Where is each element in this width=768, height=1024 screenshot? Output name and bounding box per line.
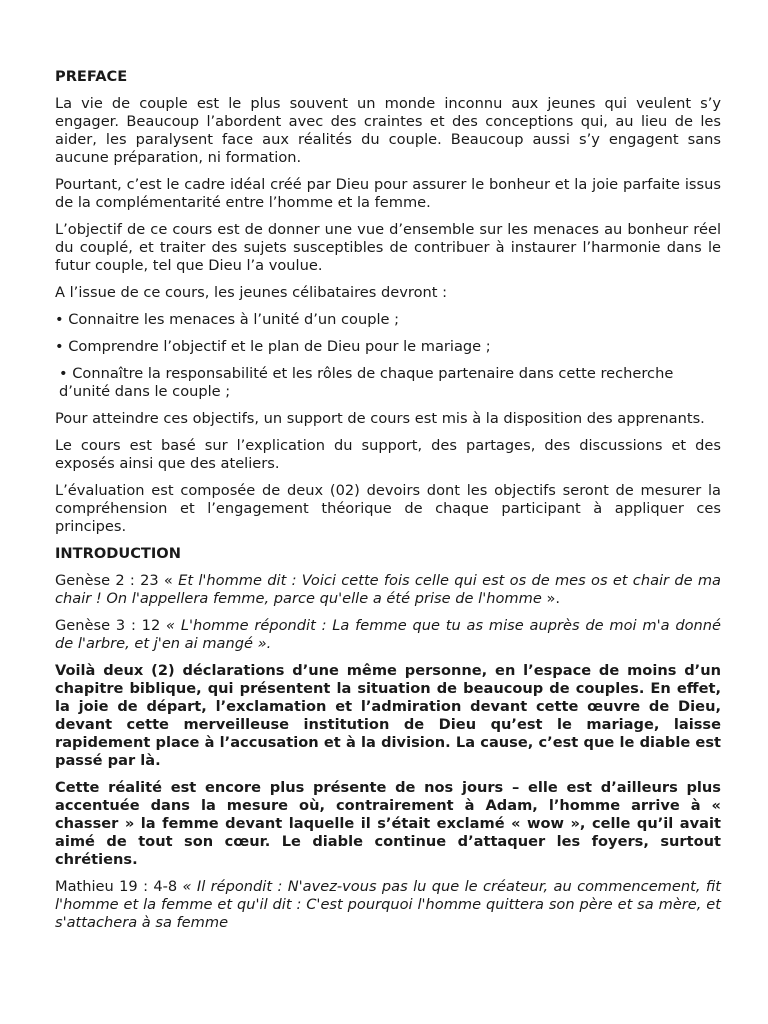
verse-ref: Genèse 2 : 23 « — [55, 572, 179, 589]
verse-genesis-3-12 — [55, 617, 721, 653]
verse-matthew-19-wrap — [55, 878, 721, 931]
preface-paragraph-7: L’évaluation est composée de deux (02) devoirs dont les objectifs seront de mesurer la compréhension et l’engagement théorique de chaque participant à appliquer ces principes. — [55, 482, 721, 535]
document-page — [55, 68, 721, 931]
verse-ref: Mathieu 19 : 4-8 — [55, 878, 183, 895]
preface-paragraph-6: Le cours est basé sur l’explication du support, des partages, des discussions et des exposés ainsi que des ateliers. — [55, 437, 721, 472]
objective-bullet-1: • Connaitre les menaces à l’unité d’un couple ; — [55, 311, 400, 328]
intro-bold-paragraph-2: Cette réalité est encore plus présente de nos jours – elle est d’ailleurs plus accentuée dans la mesure où, contrairement à Adam, l’homme arrive à « chasser » la femme devant laquelle il s’était exclamé « wow », celle qu’il avait aimé de tout son cœur. Le diable continue d’attaquer les foyers, surtout chrétiens. — [55, 779, 721, 868]
intro-bold-paragraph-1: Voilà deux (2) déclarations d’une même personne, en l’espace de moins d’un chapitre biblique, qui présentent la situation de beaucoup de couples. En effet, la joie de départ, l’exclamation et l’admiration devant cette œuvre de Dieu, devant cette merveilleuse institution de Dieu qu’est le mariage, laisse rapidement place à l’accusation et à la division. La cause, c’est que le diable est passé par là. — [55, 662, 721, 769]
preface-paragraph-3: L’objectif de ce cours est de donner une vue d’ensemble sur les menaces au bonheur réel du couplé, et traiter des sujets susceptibles de contribuer à instaurer l’harmonie dans le futur couple, tel que Dieu l’a voulue. — [55, 221, 721, 274]
preface-heading: PREFACE — [55, 68, 128, 85]
preface-paragraph-1: La vie de couple est le plus souvent un monde inconnu aux jeunes qui veulent s’y engager. Beaucoup l’abordent avec des craintes et des conceptions qui, au lieu de les aider, les paralysent face aux réalités du couple. Beaucoup aussi s’y engagent sans aucune préparation, ni formation. — [55, 95, 721, 166]
preface-paragraph-2: Pourtant, c’est le cadre idéal créé par Dieu pour assurer le bonheur et la joie parfaite issus de la complémentarité entre l’homme et la femme. — [55, 176, 721, 211]
verse-genesis-2-23 — [55, 572, 721, 608]
verse-end: ». — [541, 590, 561, 607]
verse-text: « Il répondit : N'avez-vous pas lu que le créateur, au commencement, fit l'homme et la femme et qu'il dit : C'est pourquoi l'homme quittera son père et sa mère, et s'attachera à sa femme — [55, 878, 721, 931]
introduction-heading: INTRODUCTION — [55, 545, 181, 562]
verse-text: « L'homme répondit : La femme que tu as mise auprès de moi m'a donné de l'arbre, et j'en ai mangé ». — [55, 617, 721, 652]
preface-paragraph-5: Pour atteindre ces objectifs, un support de cours est mis à la disposition des apprenants. — [55, 410, 705, 427]
verse-ref: Genèse 3 : 12 — [55, 617, 167, 634]
verse-text: Et l'homme dit : Voici cette fois celle qui est os de mes os et chair de ma chair ! On l'appellera femme, parce qu'elle a été prise de l'homme — [55, 572, 721, 607]
objective-bullet-2: • Comprendre l’objectif et le plan de Dieu pour le mariage ; — [55, 338, 491, 355]
verse-matthew-19 — [55, 878, 721, 932]
objective-bullet-3: • Connaître la responsabilité et les rôles de chaque partenaire dans cette recherche d’unité dans le couple ; — [59, 365, 674, 400]
preface-paragraph-4: A l’issue de ce cours, les jeunes célibataires devront : — [55, 284, 448, 301]
